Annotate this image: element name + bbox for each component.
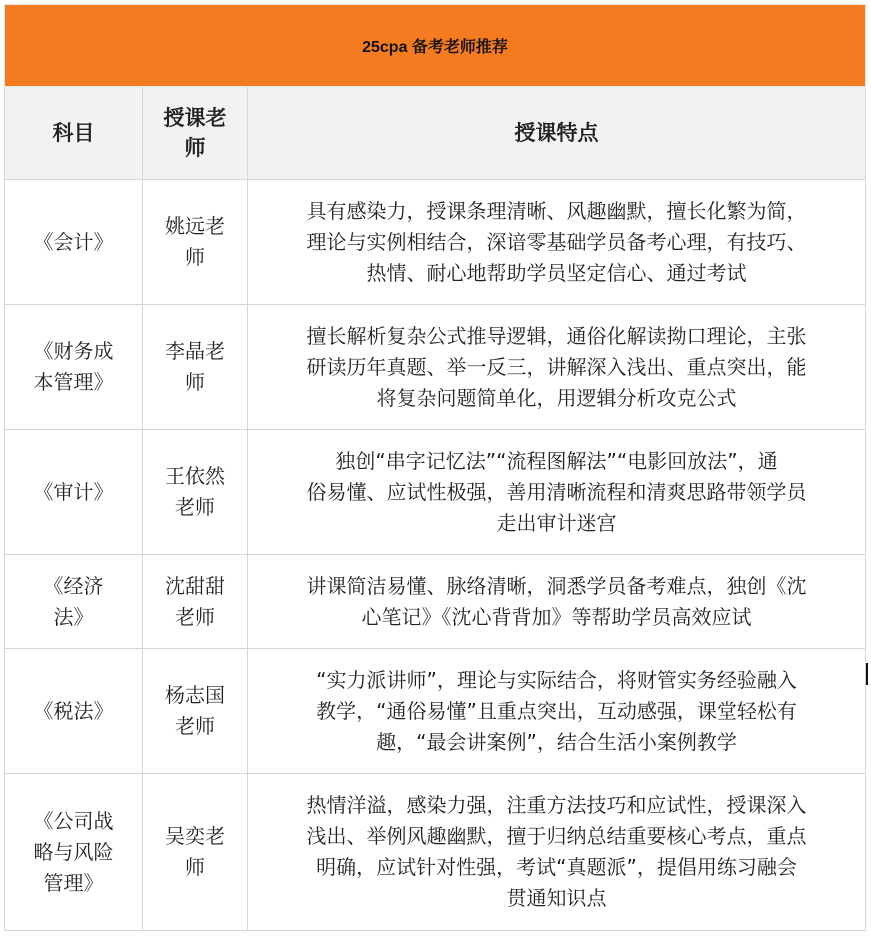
header-feature: 授课特点 xyxy=(248,87,866,180)
table-row xyxy=(5,430,866,555)
subject-cell: 《经济 法》 xyxy=(5,555,143,649)
table-row xyxy=(5,305,866,430)
teacher-cell: 姚远老 师 xyxy=(143,180,248,305)
teacher-recommendation-table xyxy=(4,4,866,931)
feature-cell: 具有感染力，授课条理清晰、风趣幽默，擅长化繁为简， 理论与实例相结合，深谙零基础学员备考心理，有技巧、 热情、耐心地帮助学员坚定信心、通过考试 xyxy=(248,180,866,305)
teacher-recommendation-table-wrapper xyxy=(4,4,865,931)
table-row xyxy=(5,555,866,649)
subject-cell: 《会计》 xyxy=(5,180,143,305)
feature-cell: 热情洋溢，感染力强，注重方法技巧和应试性，授课深入 浅出、举例风趣幽默，擅于归纳总结重要核心考点，重点 明确，应试针对性强，考试“真题派”，提倡用练习融会 贯通知识点 xyxy=(248,774,866,931)
title-row xyxy=(5,5,866,87)
subject-cell: 《财务成 本管理》 xyxy=(5,305,143,430)
teacher-cell: 王依然 老师 xyxy=(143,430,248,555)
table-row xyxy=(5,180,866,305)
subject-cell: 《审计》 xyxy=(5,430,143,555)
feature-cell: 讲课简洁易懂、脉络清晰，洞悉学员备考难点，独创《沈 心笔记》《沈心背背加》等帮助学员高效应试 xyxy=(248,555,866,649)
text-cursor-mark xyxy=(866,663,868,685)
table-row xyxy=(5,774,866,931)
feature-cell: 独创“串字记忆法”“流程图解法”“电影回放法”，通 俗易懂、应试性极强，善用清晰流程和清爽思路带领学员 走出审计迷宫 xyxy=(248,430,866,555)
teacher-cell: 李晶老 师 xyxy=(143,305,248,430)
subject-cell: 《税法》 xyxy=(5,649,143,774)
header-row xyxy=(5,87,866,180)
teacher-cell: 杨志国 老师 xyxy=(143,649,248,774)
header-teacher: 授课老 师 xyxy=(143,87,248,180)
feature-cell: “实力派讲师”，理论与实际结合，将财管实务经验融入 教学，“通俗易懂”且重点突出，互动感强，课堂轻松有 趣，“最会讲案例”，结合生活小案例教学 xyxy=(248,649,866,774)
header-subject: 科目 xyxy=(5,87,143,180)
table-title: 25cpa 备考老师推荐 xyxy=(5,5,866,87)
subject-cell: 《公司战 略与风险 管理》 xyxy=(5,774,143,931)
teacher-cell: 吴奕老 师 xyxy=(143,774,248,931)
table-row xyxy=(5,649,866,774)
teacher-cell: 沈甜甜 老师 xyxy=(143,555,248,649)
feature-cell: 擅长解析复杂公式推导逻辑，通俗化解读拗口理论，主张 研读历年真题、举一反三，讲解深入浅出、重点突出，能 将复杂问题简单化，用逻辑分析攻克公式 xyxy=(248,305,866,430)
